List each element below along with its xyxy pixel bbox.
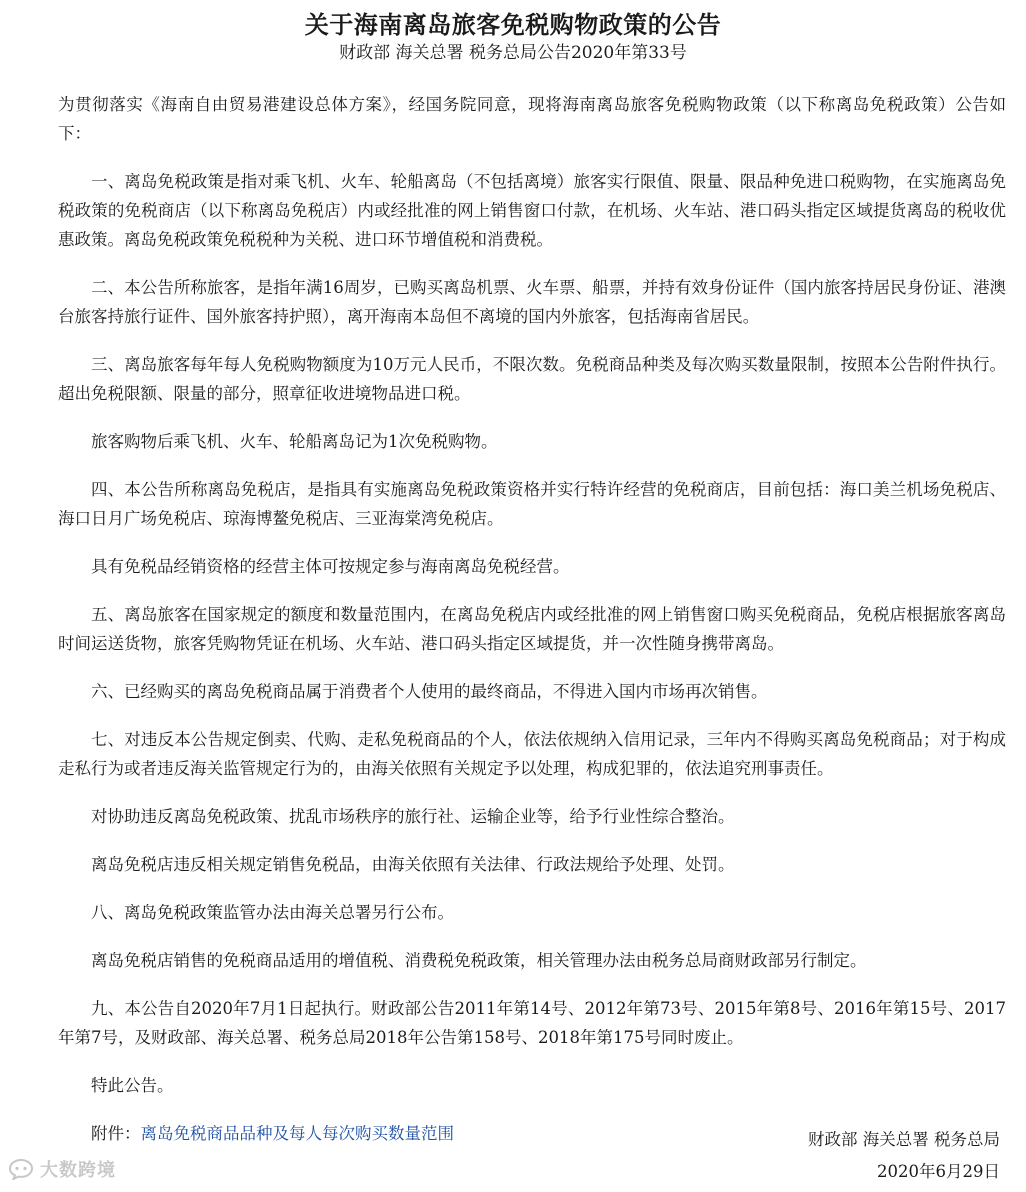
attachment-label: 附件： <box>91 1124 141 1143</box>
intro-paragraph: 为贯彻落实《海南自由贸易港建设总体方案》，经国务院同意，现将海南离岛旅客免税购物政策（以下称离岛免税政策）公告如下： <box>58 95 1006 143</box>
signature-block <box>808 1124 1000 1188</box>
closing-line: 特此公告。 <box>91 1076 174 1095</box>
attachment-link[interactable]: 离岛免税商品品种及每人每次购买数量范围 <box>140 1124 454 1143</box>
watermark-text: 大数跨境 <box>40 1160 116 1181</box>
paragraph-1: 一、离岛免税政策是指对乘飞机、火车、轮船离岛（不包括离境）旅客实行限值、限量、限品种免进口税购物，在实施离岛免税政策的免税商店（以下称离岛免税店）内或经批准的网上销售窗口付款，在机场、火车站、港口码头指定区域提货离岛的税收优惠政策。离岛免税政策免税税种为关税、进口环节增值税和消费税。 <box>58 172 1006 249</box>
document-body <box>58 90 1006 1167</box>
document-number: 财政部 海关总署 税务总局公告2020年第33号 <box>339 43 687 63</box>
paragraph-7-note-b: 离岛免税店违反相关规定销售免税品，由海关依照有关法律、行政法规给予处理、处罚。 <box>91 855 735 874</box>
paragraph-2: 二、本公告所称旅客，是指年满16周岁，已购买离岛机票、火车票、船票，并持有效身份证件（国内旅客持居民身份证、港澳台旅客持旅行证件、国外旅客持护照），离开海南本岛但不离境的国内外旅客，包括海南省居民。 <box>58 278 1006 326</box>
chat-bubble-icon <box>8 1158 34 1180</box>
paragraph-7: 七、对违反本公告规定倒卖、代购、走私免税商品的个人，依法依规纳入信用记录，三年内不得购买离岛免税商品；对于构成走私行为或者违反海关监管规定行为的，由海关依照有关规定予以处理，构成犯罪的，依法追究刑事责任。 <box>58 730 1006 778</box>
paragraph-3-note: 旅客购物后乘飞机、火车、轮船离岛记为1次免税购物。 <box>91 432 498 451</box>
paragraph-9: 九、本公告自2020年7月1日起执行。财政部公告2011年第14号、2012年第73号、2015年第8号、2016年第15号、2017年第7号，及财政部、海关总署、税务总局2018年公告第158号、2018年第175号同时废止。 <box>58 999 1006 1047</box>
paragraph-8-note: 离岛免税店销售的免税商品适用的增值税、消费税免税政策，相关管理办法由税务总局商财政部另行制定。 <box>91 951 867 970</box>
paragraph-4-note: 具有免税品经销资格的经营主体可按规定参与海南离岛免税经营。 <box>91 557 570 576</box>
paragraph-6: 六、已经购买的离岛免税商品属于消费者个人使用的最终商品，不得进入国内市场再次销售。 <box>91 682 768 701</box>
paragraph-5: 五、离岛旅客在国家规定的额度和数量范围内，在离岛免税店内或经批准的网上销售窗口购买免税商品，免税店根据旅客离岛时间运送货物，旅客凭购物凭证在机场、火车站、港口码头指定区域提货，并一次性随身携带离岛。 <box>58 605 1006 653</box>
paragraph-4: 四、本公告所称离岛免税店，是指具有实施离岛免税政策资格并实行特许经营的免税商店，目前包括：海口美兰机场免税店、海口日月广场免税店、琼海博鳌免税店、三亚海棠湾免税店。 <box>58 480 1006 528</box>
watermark <box>8 1156 116 1182</box>
paragraph-8: 八、离岛免税政策监管办法由海关总署另行公布。 <box>91 903 454 922</box>
page-title: 关于海南离岛旅客免税购物政策的公告 <box>304 10 722 39</box>
issuing-authorities: 财政部 海关总署 税务总局 <box>808 1130 1000 1149</box>
paragraph-7-note-a: 对协助违反离岛免税政策、扰乱市场秩序的旅行社、运输企业等，给予行业性综合整治。 <box>91 807 735 826</box>
issue-date: 2020年6月29日 <box>877 1162 1000 1181</box>
paragraph-3: 三、离岛旅客每年每人免税购物额度为10万元人民币，不限次数。免税商品种类及每次购买数量限制，按照本公告附件执行。超出免税限额、限量的部分，照章征收进境物品进口税。 <box>58 355 1006 403</box>
